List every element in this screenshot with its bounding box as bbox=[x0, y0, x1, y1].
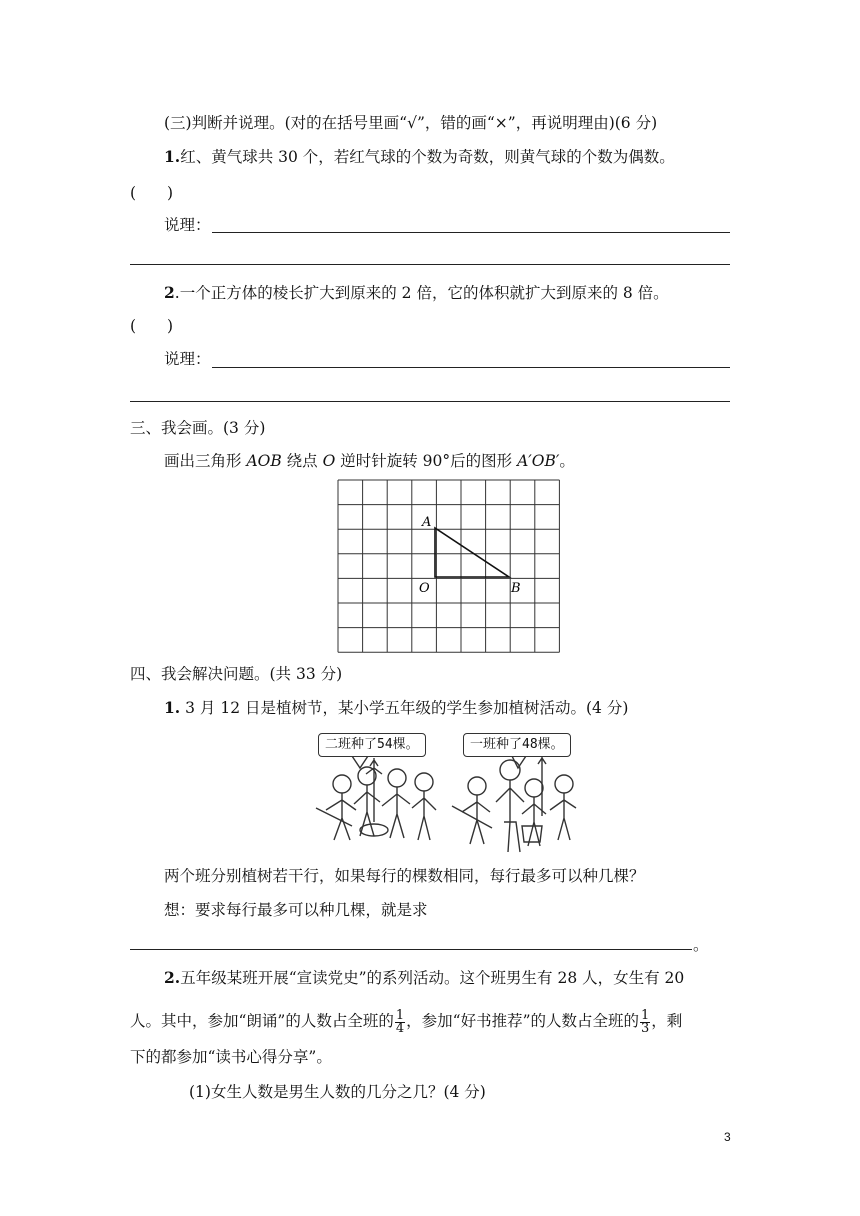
explain-line[interactable] bbox=[212, 367, 730, 368]
label-b: B bbox=[511, 581, 521, 596]
text: ，剩 bbox=[651, 1012, 683, 1030]
problem-2-line-2 bbox=[130, 1005, 682, 1037]
triangle-name: AOB bbox=[246, 452, 282, 470]
explain-line[interactable] bbox=[212, 232, 730, 233]
explain-label-1: 说理： bbox=[164, 216, 211, 234]
question-number: 1. bbox=[164, 147, 181, 166]
question-text: 红、黄气球共 30 个，若红气球的个数为奇数，则黄气球的个数为偶数。 bbox=[180, 148, 675, 166]
problem-2-sub-1: (1)女生人数是男生人数的几分之几？(4 分) bbox=[189, 1083, 486, 1101]
rotation-grid[interactable] bbox=[337, 479, 561, 653]
page-number: 3 bbox=[724, 1130, 731, 1144]
explain-line[interactable] bbox=[130, 401, 730, 402]
judge-question-1 bbox=[164, 147, 675, 167]
problem-2-line-1 bbox=[164, 968, 684, 988]
instr-text: 。 bbox=[559, 452, 575, 470]
question-text: 五年级某班开展“宣读党史”的系列活动。这个班男生有 28 人，女生有 20 bbox=[180, 969, 685, 987]
denominator: 3 bbox=[641, 1020, 650, 1036]
judge-heading: (三)判断并说理。(对的在括号里画“√”，错的画“×”，再说明理由)(6 分) bbox=[164, 114, 658, 132]
section4-heading: 四、我会解决问题。(共 33 分) bbox=[130, 665, 343, 683]
label-a: A bbox=[422, 515, 432, 530]
problem-1 bbox=[164, 698, 628, 718]
text: 人。其中，参加“朗诵”的人数占全班的 bbox=[130, 1012, 394, 1030]
numerator: 1 bbox=[395, 1007, 405, 1023]
problem-1-question: 两个班分别植树若干行，如果每行的棵数相同，每行最多可以种几棵？ bbox=[164, 867, 645, 885]
numerator: 1 bbox=[641, 1007, 650, 1023]
sentence-end: 。 bbox=[693, 936, 709, 954]
speech-bubble-class1: 一班种了48棵。 bbox=[463, 733, 571, 757]
drawing-instruction bbox=[164, 451, 575, 471]
problem-1-hint: 想：要求每行最多可以种几棵，就是求 bbox=[164, 901, 428, 919]
answer-parenthesis-2[interactable]: ( ) bbox=[130, 317, 174, 335]
fraction-one-third bbox=[640, 1007, 650, 1036]
point-name: O bbox=[322, 452, 336, 470]
fill-in-line[interactable] bbox=[130, 949, 692, 950]
tree-planting-illustration bbox=[312, 756, 584, 856]
question-text: .一个正方体的棱长扩大到原来的 2 倍，它的体积就扩大到原来的 8 倍。 bbox=[174, 284, 669, 302]
fraction-one-quarter bbox=[395, 1007, 405, 1036]
answer-parenthesis-1[interactable]: ( ) bbox=[130, 184, 174, 202]
question-number: 2. bbox=[164, 968, 181, 987]
question-number: 1. bbox=[164, 698, 181, 717]
image-name: A′OB′ bbox=[517, 452, 560, 470]
question-text: 3 月 12 日是植树节，某小学五年级的学生参加植树活动。(4 分) bbox=[180, 699, 629, 717]
instr-text: 逆时针旋转 90°后的图形 bbox=[335, 452, 518, 470]
judge-question-2 bbox=[164, 283, 669, 303]
explain-label-2: 说理： bbox=[164, 350, 211, 368]
speech-bubble-class2: 二班种了54棵。 bbox=[318, 733, 426, 757]
denominator: 4 bbox=[395, 1020, 405, 1036]
question-number: 2 bbox=[164, 283, 175, 302]
label-o: O bbox=[419, 581, 430, 596]
explain-line[interactable] bbox=[130, 264, 730, 265]
text: ，参加“好书推荐”的人数占全班的 bbox=[406, 1012, 639, 1030]
grid-lines bbox=[338, 480, 559, 652]
instr-text: 画出三角形 bbox=[164, 452, 247, 470]
section3-heading: 三、我会画。(3 分) bbox=[130, 419, 266, 437]
triangle-aob bbox=[435, 528, 509, 577]
instr-text: 绕点 bbox=[281, 452, 323, 470]
problem-2-line-3: 下的都参加“读书心得分享”。 bbox=[130, 1048, 332, 1066]
